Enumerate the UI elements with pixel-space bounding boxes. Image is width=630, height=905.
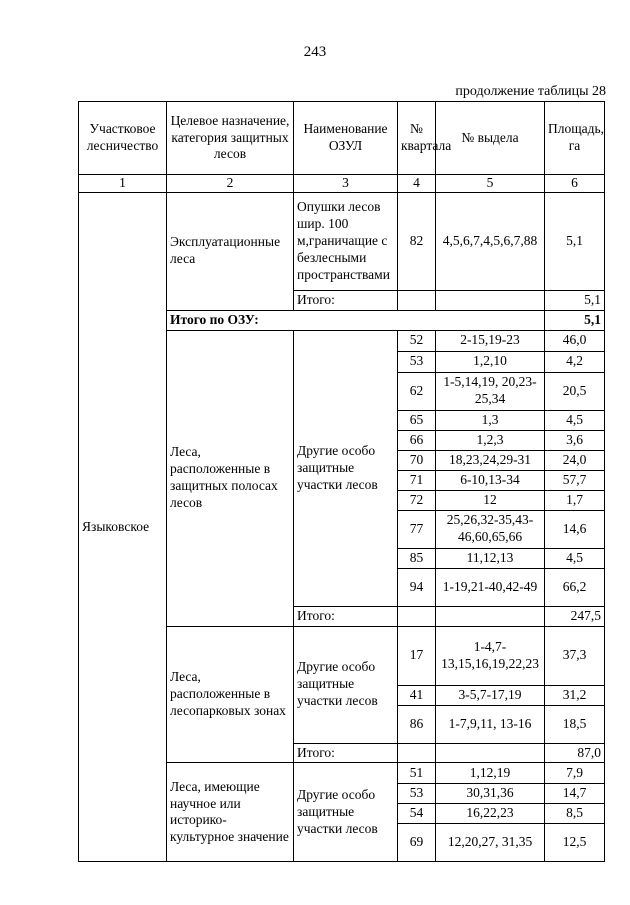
header-ozul: Наименование ОЗУЛ: [294, 102, 398, 175]
kvartal-cell: 86: [398, 705, 436, 743]
kvartal-cell: 70: [398, 450, 436, 470]
vydel-cell: 12: [436, 490, 545, 510]
kvartal-cell: 53: [398, 784, 436, 804]
area-cell: 66,2: [545, 568, 605, 606]
kvartal-cell: 71: [398, 470, 436, 490]
empty-cell: [436, 743, 545, 763]
vydel-cell: 1-7,9,11, 13-16: [436, 705, 545, 743]
header-purpose: Целевое назначение, категория защитных лесов: [167, 102, 294, 175]
kvartal-cell: 66: [398, 430, 436, 450]
vydel-cell: 30,31,36: [436, 784, 545, 804]
kvartal-cell: 82: [398, 192, 436, 290]
column-number: 1: [79, 175, 167, 193]
vydel-cell: 25,26,32-35,43-46,60,65,66: [436, 510, 545, 548]
subtotal-label: Итого:: [294, 743, 398, 763]
area-cell: 37,3: [545, 626, 605, 685]
area-cell: 46,0: [545, 330, 605, 351]
vydel-cell: 1-5,14,19, 20,23-25,34: [436, 372, 545, 410]
category-name: Леса, расположенные в лесопарковых зонах: [167, 626, 294, 763]
empty-cell: [398, 290, 436, 310]
column-number: 4: [398, 175, 436, 193]
header-area: Площадь, га: [545, 102, 605, 175]
area-cell: 7,9: [545, 763, 605, 784]
area-cell: 1,7: [545, 490, 605, 510]
subtotal-label: Итого:: [294, 290, 398, 310]
area-cell: 14,7: [545, 784, 605, 804]
kvartal-cell: 62: [398, 372, 436, 410]
subtotal-label: Итого:: [294, 606, 398, 626]
column-number: 5: [436, 175, 545, 193]
area-cell: 57,7: [545, 470, 605, 490]
vydel-cell: 1,12,19: [436, 763, 545, 784]
category-exploitation: Эксплуатационные леса: [167, 192, 294, 310]
area-cell: 31,2: [545, 685, 605, 705]
kvartal-cell: 54: [398, 804, 436, 824]
category-name: Леса, расположенные в защитных полосах лесов: [167, 330, 294, 626]
vydel-cell: 1,2,10: [436, 351, 545, 372]
kvartal-cell: 41: [398, 685, 436, 705]
area-cell: 14,6: [545, 510, 605, 548]
vydel-cell: 4,5,6,7,4,5,6,7,88: [436, 192, 545, 290]
kvartal-cell: 85: [398, 548, 436, 568]
subtotal-value: 5,1: [545, 290, 605, 310]
forestry-name: Языковское: [79, 192, 167, 862]
header-vydel: № выдела: [436, 102, 545, 175]
kvartal-cell: 69: [398, 824, 436, 862]
ozu-total-label: Итого по ОЗУ:: [167, 310, 545, 330]
area-cell: 12,5: [545, 824, 605, 862]
column-number: 6: [545, 175, 605, 193]
vydel-cell: 12,20,27, 31,35: [436, 824, 545, 862]
area-cell: 4,5: [545, 548, 605, 568]
vydel-cell: 18,23,24,29-31: [436, 450, 545, 470]
vydel-cell: 1,2,3: [436, 430, 545, 450]
area-cell: 20,5: [545, 372, 605, 410]
vydel-cell: 16,22,23: [436, 804, 545, 824]
header-kvartal: № квартала: [398, 102, 436, 175]
subtotal-value: 87,0: [545, 743, 605, 763]
kvartal-cell: 65: [398, 410, 436, 430]
ozul-name: Другие особо защитные участки лесов: [294, 626, 398, 743]
area-cell: 24,0: [545, 450, 605, 470]
vydel-cell: 3-5,7-17,19: [436, 685, 545, 705]
vydel-cell: 6-10,13-34: [436, 470, 545, 490]
empty-cell: [436, 290, 545, 310]
vydel-cell: 1-4,7-13,15,16,19,22,23: [436, 626, 545, 685]
vydel-cell: 2-15,19-23: [436, 330, 545, 351]
area-cell: 18,5: [545, 705, 605, 743]
area-cell: 4,2: [545, 351, 605, 372]
column-number: 2: [167, 175, 294, 193]
kvartal-cell: 72: [398, 490, 436, 510]
kvartal-cell: 94: [398, 568, 436, 606]
area-cell: 5,1: [545, 192, 605, 290]
ozul-name: Другие особо защитные участки лесов: [294, 330, 398, 606]
forest-areas-table: [78, 101, 605, 862]
vydel-cell: 1,3: [436, 410, 545, 430]
empty-cell: [398, 606, 436, 626]
kvartal-cell: 17: [398, 626, 436, 685]
empty-cell: [398, 743, 436, 763]
area-cell: 3,6: [545, 430, 605, 450]
column-numbers-row: [79, 175, 605, 193]
header-forestry: Участковое лесничество: [79, 102, 167, 175]
vydel-cell: 11,12,13: [436, 548, 545, 568]
table-continuation-caption: продолжение таблицы 28: [455, 84, 606, 99]
column-number: 3: [294, 175, 398, 193]
kvartal-cell: 52: [398, 330, 436, 351]
subtotal-value: 247,5: [545, 606, 605, 626]
table-row: [79, 192, 605, 290]
ozul-name: Опушки лесов шир. 100 м,граничащие с безлесными пространствами: [294, 192, 398, 290]
kvartal-cell: 53: [398, 351, 436, 372]
ozul-name: Другие особо защитные участки лесов: [294, 763, 398, 862]
area-cell: 8,5: [545, 804, 605, 824]
ozu-total-value: 5,1: [545, 310, 605, 330]
page-number: 243: [303, 44, 327, 60]
vydel-cell: 1-19,21-40,42-49: [436, 568, 545, 606]
category-name: Леса, имеющие научное или историко-культурное значение: [167, 763, 294, 862]
kvartal-cell: 51: [398, 763, 436, 784]
kvartal-cell: 77: [398, 510, 436, 548]
area-cell: 4,5: [545, 410, 605, 430]
empty-cell: [436, 606, 545, 626]
